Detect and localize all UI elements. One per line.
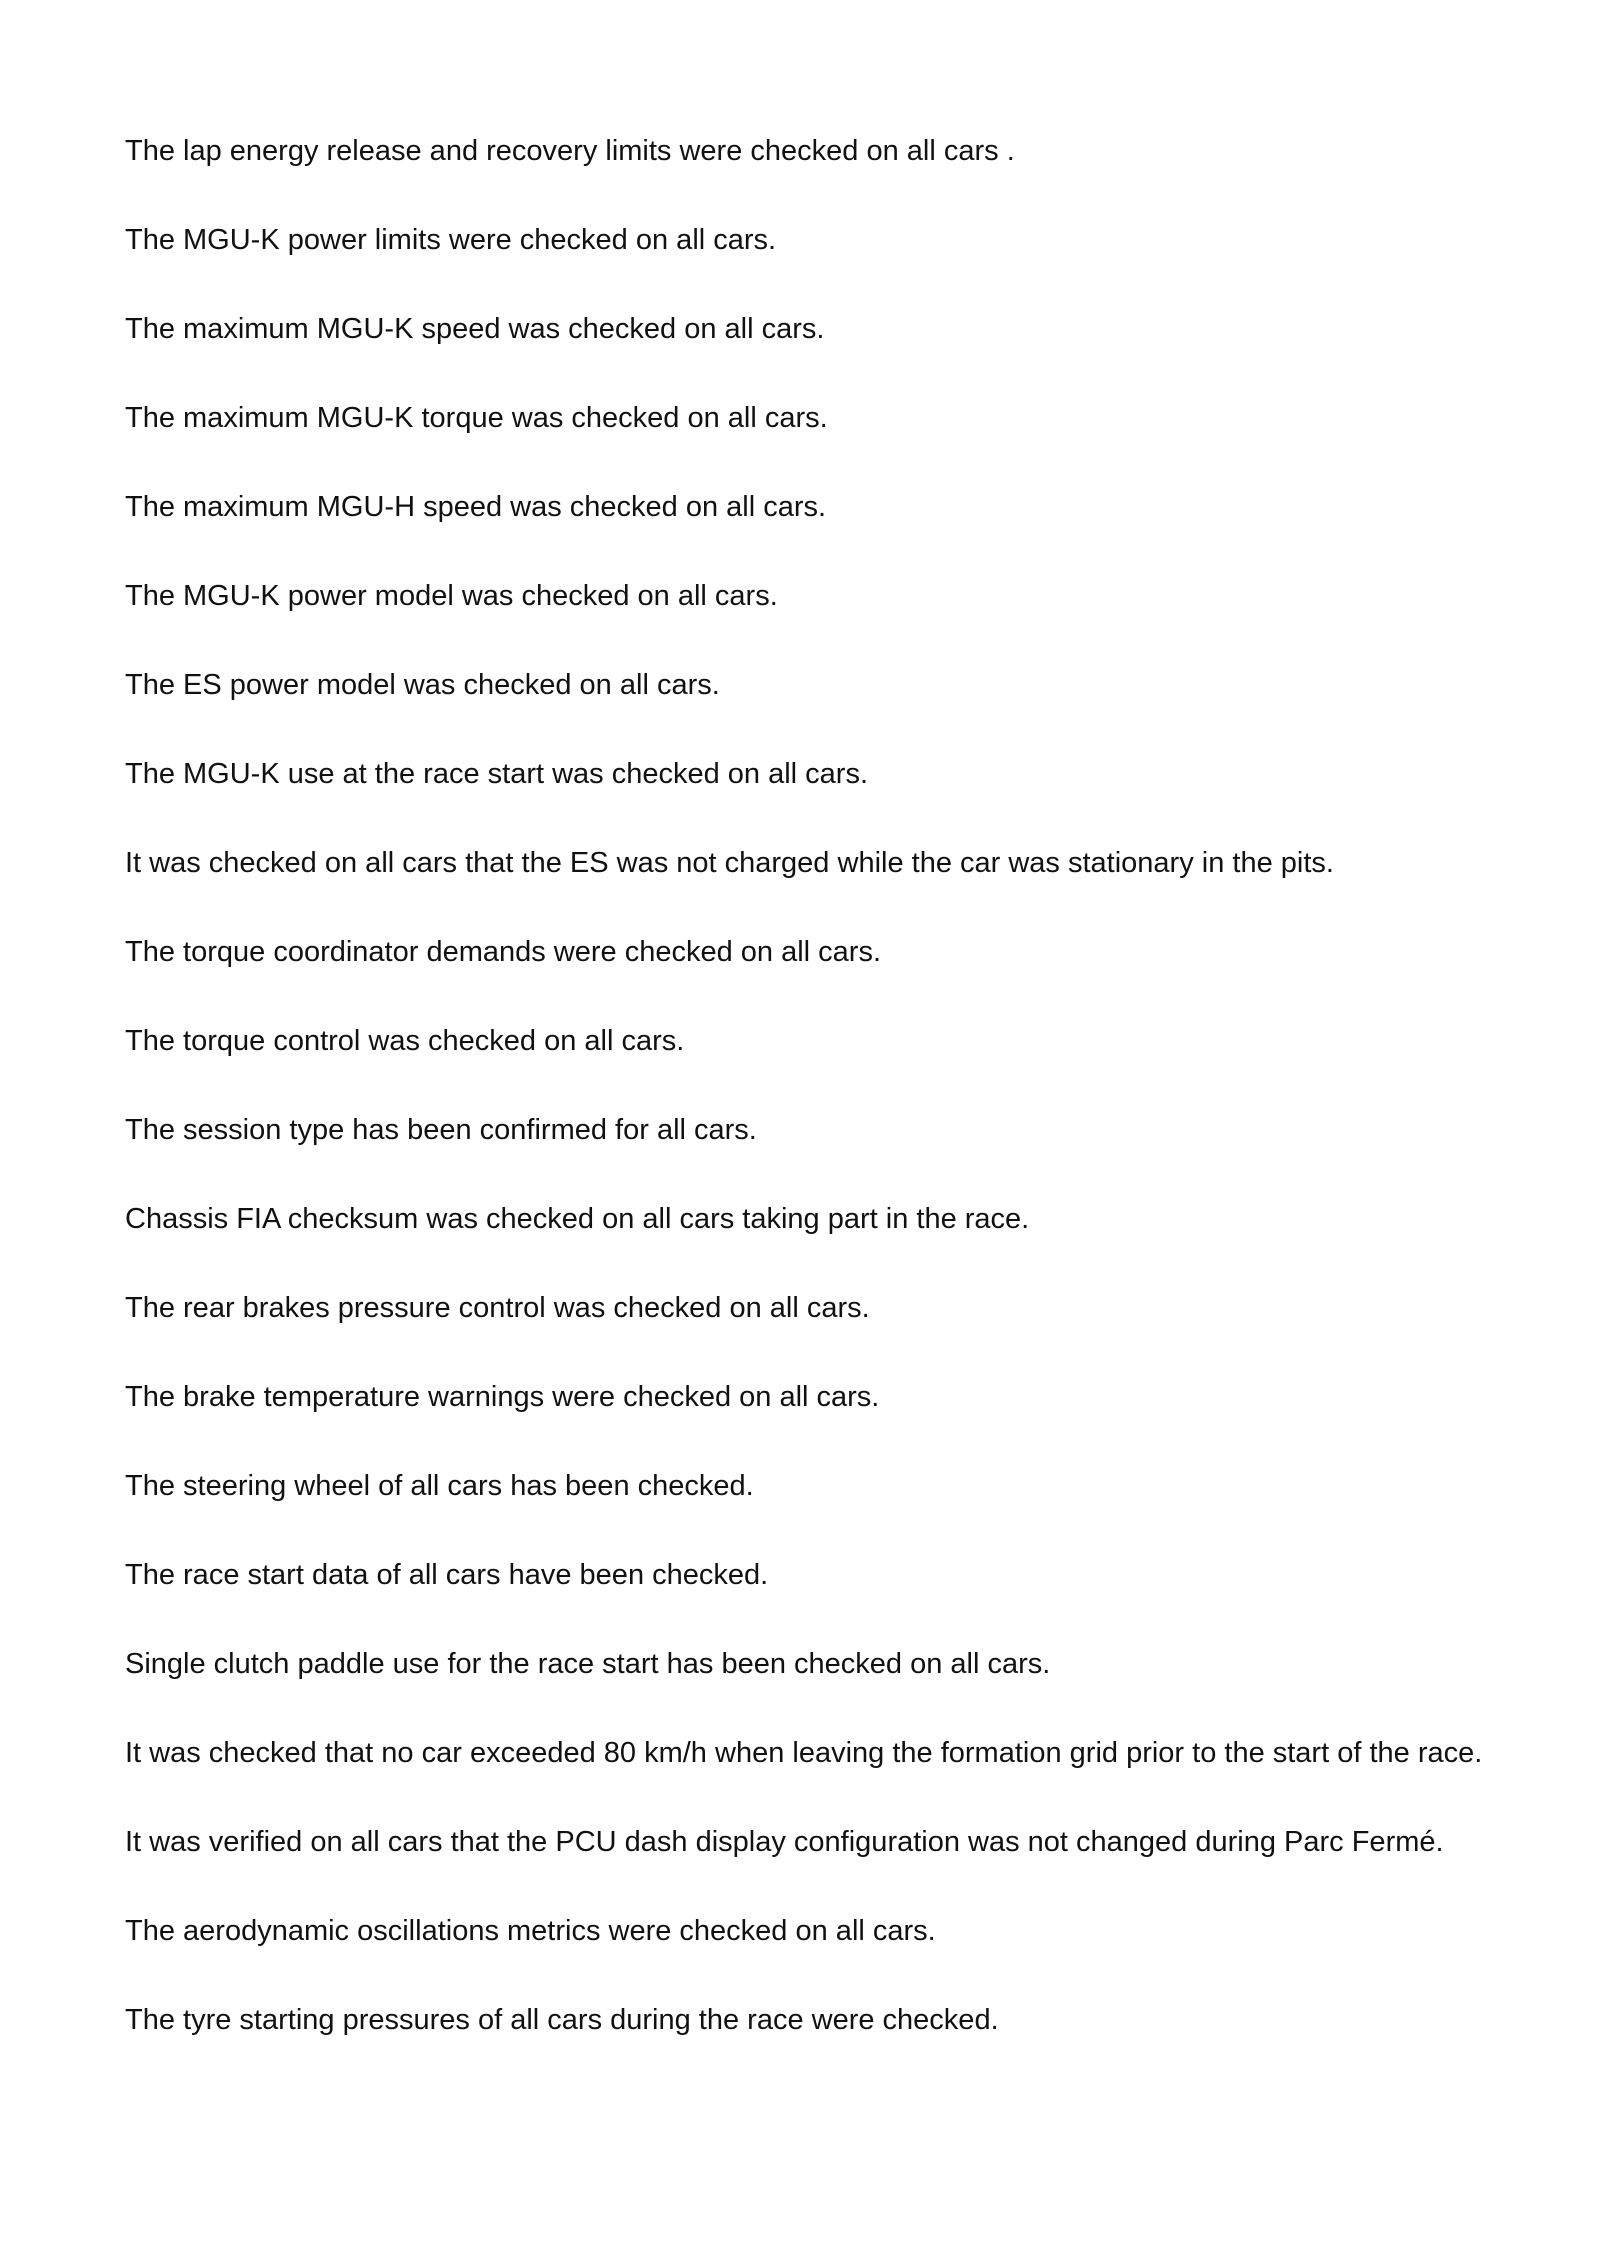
paragraph-lap-energy: The lap energy release and recovery limits were checked on all cars . [125,135,1015,167]
paragraph-mguh-speed: The maximum MGU-H speed was checked on all cars. [125,491,827,523]
paragraph-torque-control: The torque control was checked on all cars. [125,1025,685,1057]
paragraph-clutch-paddle: Single clutch paddle use for the race start has been checked on all cars. [125,1648,1051,1680]
paragraph-pcu-dash: It was verified on all cars that the PCU dash display configuration was not changed during Parc Fermé. [125,1826,1444,1858]
document-body [125,134,1495,2092]
paragraph-es-charge-pits: It was checked on all cars that the ES was not charged while the car was stationary in the pits. [125,847,1334,879]
paragraph-es-power-model: The ES power model was checked on all cars. [125,669,720,701]
paragraph-torque-coordinator: The torque coordinator demands were checked on all cars. [125,936,882,968]
paragraph-aero-oscillations: The aerodynamic oscillations metrics were checked on all cars. [125,1915,936,1947]
paragraph-mguk-speed: The maximum MGU-K speed was checked on all cars. [125,313,825,345]
paragraph-race-start-data: The race start data of all cars have been checked. [125,1559,769,1591]
paragraph-mguk-torque: The maximum MGU-K torque was checked on all cars. [125,402,828,434]
paragraph-rear-brakes: The rear brakes pressure control was checked on all cars. [125,1292,870,1324]
paragraph-mguk-race-start: The MGU-K use at the race start was checked on all cars. [125,758,869,790]
paragraph-session-type: The session type has been confirmed for all cars. [125,1114,757,1146]
paragraph-mguk-power-model: The MGU-K power model was checked on all cars. [125,580,778,612]
paragraph-mguk-power-limits: The MGU-K power limits were checked on all cars. [125,224,777,256]
paragraph-tyre-pressures: The tyre starting pressures of all cars during the race were checked. [125,2004,999,2036]
paragraph-steering-wheel: The steering wheel of all cars has been checked. [125,1470,754,1502]
paragraph-chassis-checksum: Chassis FIA checksum was checked on all cars taking part in the race. [125,1203,1030,1235]
paragraph-brake-temperature: The brake temperature warnings were checked on all cars. [125,1381,880,1413]
paragraph-formation-speed: It was checked that no car exceeded 80 km/h when leaving the formation grid prior to the start of the race. [125,1737,1483,1769]
